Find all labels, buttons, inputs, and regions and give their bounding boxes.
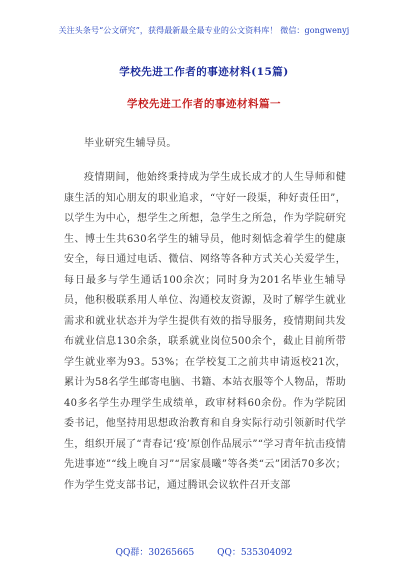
header-banner: 关注头条号“公文研究”，获得最新最全最专业的公文资料库！ 微信：gongwenyj (58, 26, 350, 35)
paragraph-intro: 毕业研究生辅导员。 (84, 138, 177, 149)
paragraph-main: 疫情期间，他始终秉持成为学生成长成才的人生导师和健康生活的知心朋友的职业追求，“守好一段渠，种好责任田”，以学生为中心，想学生之所想，急学生之所急，作为学院研究生、博士生共630名学生的辅导员，他时刻惦念着学生的健康安全，每日通过电话、微信、网络等各种方式关心关爱学生，每日最多与学生通话100余次；同时身为201名毕业生辅导员，他积极联系用人单位、沟通校友资源，及时了解学生就业需求和就业状态并为学生提供有效的指导服务，疫情期间共发布就业信息130余条，联系就业岗位500余个，截止目前所带学生就业率为93。53%；在学校复工之前共申请返校21次，累计为58名学生邮寄电脑、书籍、本站衣服等个人物品，帮助40多名学生办理学生成绩单，政审材料60余份。作为学院团委书记，他坚持用思想政治教育和自身实际行动引领新时代学生，组织开展了“青春记‘疫’原创作品展示”“学习青年抗击疫情先进事迹”“线上晚自习”“居家晨曦”等各类“云”团活70多次；作为学生党支部书记，通过腾讯会议软件召开支部 (64, 172, 346, 491)
document-title: 学校先进工作者的事迹材料(15篇) (119, 66, 289, 78)
section-title: 学校先进工作者的事迹材料篇一 (127, 98, 281, 110)
footer-contacts (0, 545, 408, 558)
footer-qq-group: QQ群：30265665 (115, 548, 195, 558)
footer-qq: QQ：535304092 (217, 548, 293, 558)
